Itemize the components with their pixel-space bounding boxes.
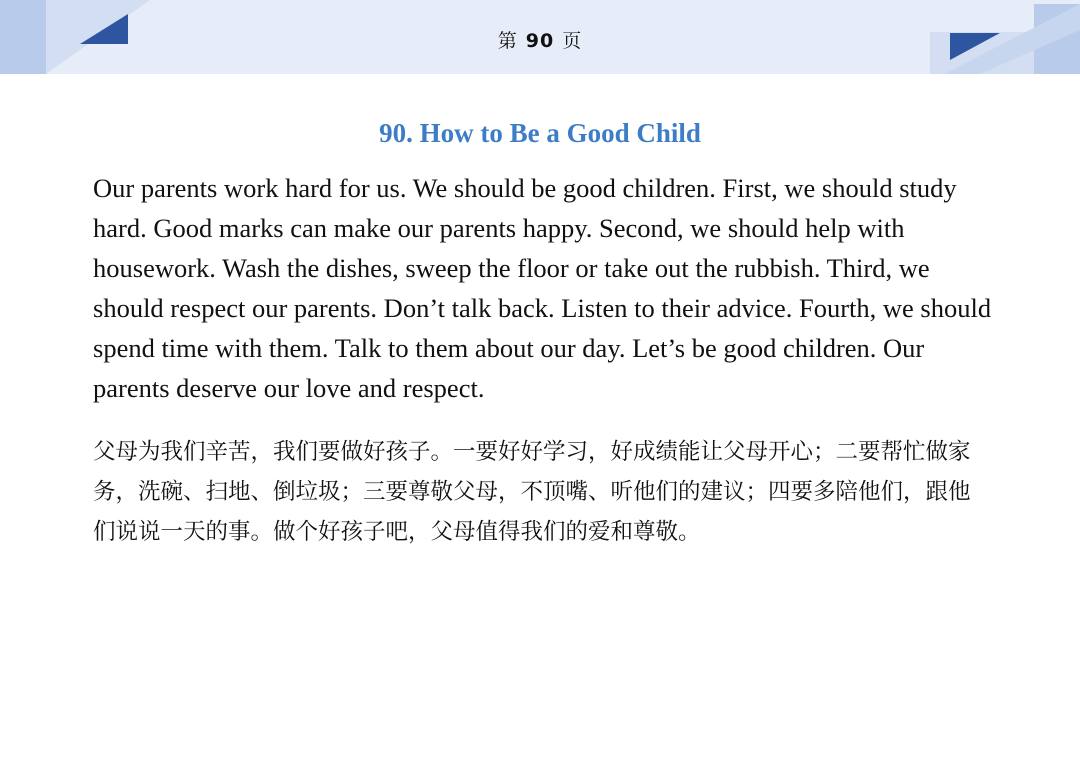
english-paragraph: Our parents work hard for us. We should be good children. First, we should study hard. Good marks can make our parents happy. Second, we should help with housework. Wash the dishes, sweep the floor or take out the rubbish. Third, we should respect our parents. Don’t talk back. Listen to their advice. Fourth, we should spend time with them. Talk to them about our day. Let’s be good children. Our parents deserve our love and respect. [93,173,992,403]
chinese-paragraph: 父母为我们辛苦，我们要做好孩子。一要好好学习，好成绩能让父母开心；二要帮忙做家务，洗碗、扫地、倒垃圾；三要尊敬父母，不顶嘴、听他们的建议；四要多陪他们，跟他们说说一天的事。做个好孩子吧，父母值得我们的爱和尊敬。 [93,439,971,545]
page-number [0,26,1080,53]
page-label-suffix: 页 [562,30,583,52]
page-header [0,0,1080,74]
page-label-prefix: 第 [497,30,518,52]
page-number-value: 90 [525,30,555,52]
article-title: 90. How to Be a Good Child [379,118,701,148]
